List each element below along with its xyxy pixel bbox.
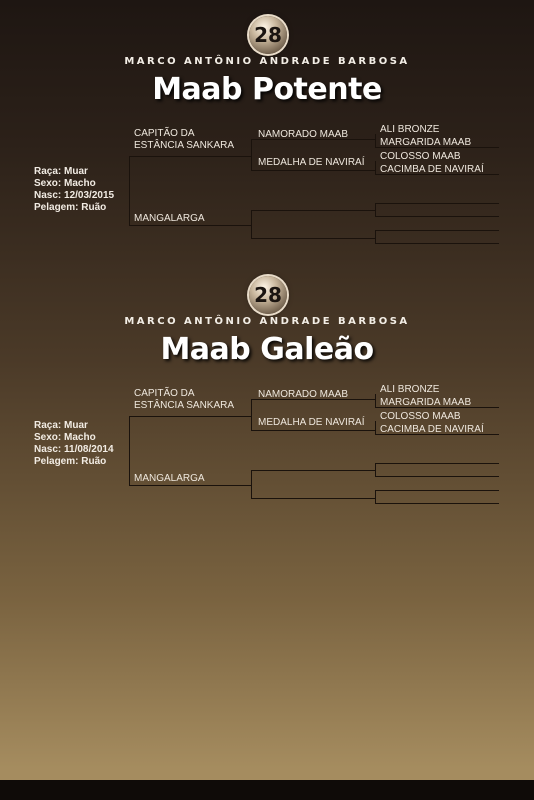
badge-number: 28 — [254, 283, 282, 307]
great-grandparent-name: ALI BRONZE — [380, 384, 440, 395]
brand-name: MARCO ANTÔNIO ANDRADE BARBOSA — [124, 56, 410, 67]
tree-line — [375, 230, 376, 243]
tree-line — [251, 170, 375, 171]
great-grandparent-name: COLOSSO MAAB — [380, 411, 461, 422]
pedigree-section — [0, 16, 534, 276]
tree-line — [375, 503, 499, 504]
sire-name-line: ESTÂNCIA SANKARA — [134, 140, 235, 151]
badge-28-icon — [249, 276, 287, 314]
sire-sire-name: NAMORADO MAAB — [258, 129, 349, 140]
sire-name-line: CAPITÃO DA — [134, 388, 195, 399]
tree-line — [251, 399, 252, 430]
tree-line — [129, 156, 130, 226]
tree-line — [129, 156, 251, 157]
sire-name — [134, 388, 234, 412]
animal-info — [34, 166, 114, 214]
animal-info — [34, 420, 114, 468]
tree-line — [375, 490, 499, 491]
great-grandparent-name: COLOSSO MAAB — [380, 151, 461, 162]
sire-dam-name: MEDALHA DE NAVIRAÍ — [258, 417, 365, 428]
sire-dam-name: MEDALHA DE NAVIRAÍ — [258, 157, 365, 168]
info-sex: Sexo: Macho — [34, 432, 96, 443]
tree-line — [129, 225, 251, 226]
tree-line — [251, 430, 375, 431]
sire-name-line: CAPITÃO DA — [134, 128, 195, 139]
great-grandparent-name: CACIMBA DE NAVIRAÍ — [380, 424, 484, 435]
info-birth: Nasc: 11/08/2014 — [34, 444, 114, 455]
tree-line — [251, 470, 375, 471]
tree-line — [129, 416, 130, 486]
sire-sire-name: NAMORADO MAAB — [258, 389, 349, 400]
tree-line — [251, 210, 375, 211]
tree-line — [375, 203, 499, 204]
tree-line — [129, 485, 251, 486]
dam-name: MANGALARGA — [134, 213, 205, 224]
sire-name-line: ESTÂNCIA SANKARA — [134, 400, 235, 411]
tree-line — [251, 470, 252, 498]
pedigree-section — [0, 276, 534, 536]
brand-name: MARCO ANTÔNIO ANDRADE BARBOSA — [124, 316, 410, 327]
footer-bar — [0, 780, 534, 800]
info-coat: Pelagem: Ruão — [34, 202, 107, 213]
tree-line — [375, 490, 376, 503]
tree-line — [375, 161, 376, 174]
tree-line — [375, 230, 499, 231]
great-grandparent-name: ALI BRONZE — [380, 124, 440, 135]
great-grandparent-name: MARGARIDA MAAB — [380, 397, 472, 408]
tree-line — [251, 498, 375, 499]
tree-line — [375, 203, 376, 216]
info-birth: Nasc: 12/03/2015 — [34, 190, 115, 201]
info-breed: Raça: Muar — [34, 166, 88, 177]
tree-line — [375, 243, 499, 244]
tree-line — [375, 421, 376, 434]
dam-name: MANGALARGA — [134, 473, 205, 484]
tree-line — [375, 476, 499, 477]
great-grandparent-name: MARGARIDA MAAB — [380, 137, 472, 148]
sire-name — [134, 128, 234, 152]
tree-line — [251, 139, 252, 170]
info-breed: Raça: Muar — [34, 420, 88, 431]
tree-line — [375, 463, 376, 476]
tree-line — [375, 463, 499, 464]
badge-28-icon — [249, 16, 287, 54]
great-grandparent-name: CACIMBA DE NAVIRAÍ — [380, 164, 484, 175]
tree-line — [251, 210, 252, 238]
info-coat: Pelagem: Ruão — [34, 456, 107, 467]
tree-line — [375, 134, 376, 147]
tree-line — [375, 394, 376, 407]
animal-name: Maab Potente — [152, 72, 382, 107]
tree-line — [375, 216, 499, 217]
badge-number: 28 — [254, 23, 282, 47]
tree-line — [251, 238, 375, 239]
info-sex: Sexo: Macho — [34, 178, 96, 189]
tree-line — [129, 416, 251, 417]
animal-name: Maab Galeão — [160, 332, 374, 367]
